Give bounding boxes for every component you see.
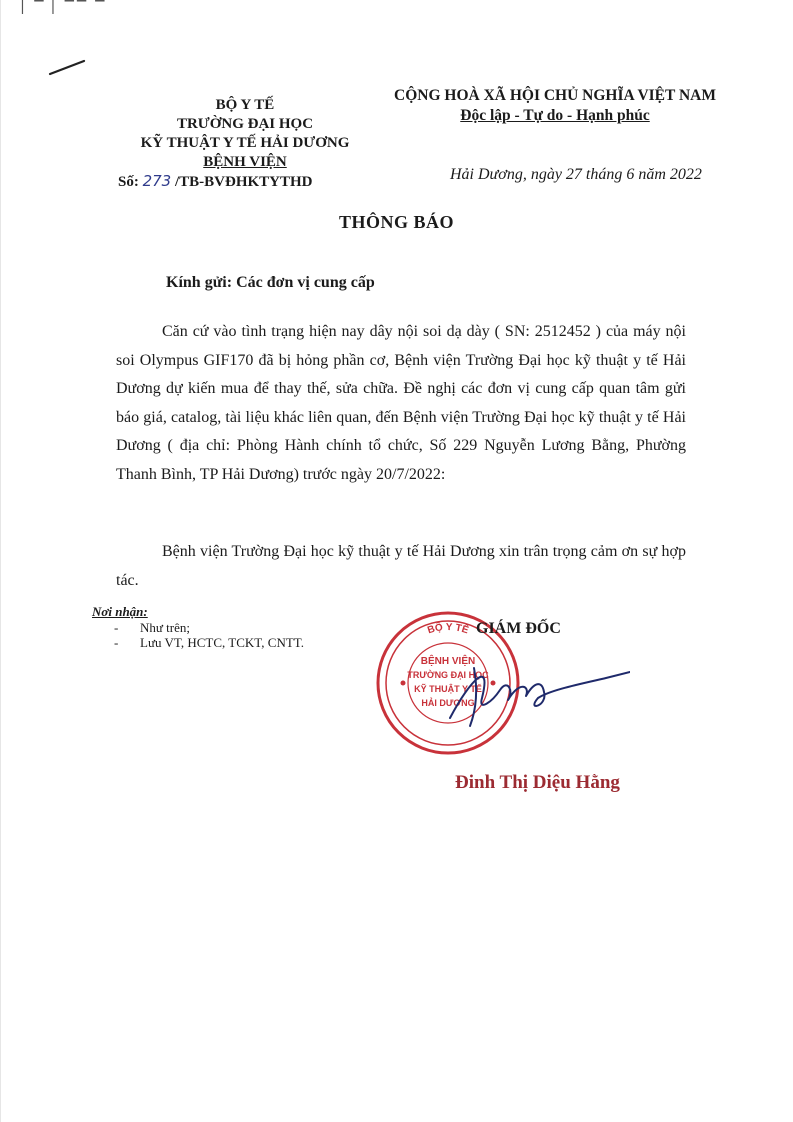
pen-mark — [48, 58, 88, 78]
recipient-line: Kính gửi: Các đơn vị cung cấp — [166, 274, 375, 291]
school-name-line2: KỸ THUẬT Y TẾ HẢI DƯƠNG — [140, 135, 350, 151]
document-number — [118, 172, 313, 192]
scan-corner-mark: ▏▔ ▏▔▔ ▔ — [22, 0, 108, 14]
document-title: THÔNG BÁO — [338, 212, 454, 232]
recipients-list-block — [92, 604, 304, 650]
document-number-suffix: /TB-BVĐHKTYTHD — [171, 174, 313, 190]
body-paragraph-1: Căn cứ vào tình trạng hiện nay dây nội soi dạ dày ( SN: 2512452 ) của máy nội soi Olympus GIF170 đã bị hỏng phần cơ, Bệnh viện Trường Đại học kỹ thuật y tế Hải Dương dự kiến mua để thay thế, sửa chữa. Đề nghị các đơn vị cung cấp quan tâm gửi báo giá, catalog, tài liệu khác liên quan, đến Bệnh viện Trường Đại học kỹ thuật y tế Hải Dương ( địa chỉ: Phòng Hành chính tổ chức, Số 229 Nguyễn Lương Bằng, Phường Thanh Bình, TP Hải Dương) trước ngày 20/7/2022: — [116, 323, 686, 483]
date-line: Hải Dương, ngày 27 tháng 6 năm 2022 — [450, 166, 702, 183]
body-paragraph-2: Bệnh viện Trường Đại học kỹ thuật y tế Hải Dương xin trân trọng cảm ơn sự hợp tác. — [116, 543, 686, 589]
stamp-arc-text: BỘ Y TẾ — [426, 621, 470, 637]
stamp-line-2: TRƯỜNG ĐẠI HỌC — [407, 670, 489, 680]
signer-name: Đinh Thị Diệu Hằng — [455, 772, 620, 793]
school-name-line1: TRƯỜNG ĐẠI HỌC — [176, 116, 314, 132]
country-name: CỘNG HOÀ XÃ HỘI CHỦ NGHĨA VIỆT NAM — [394, 87, 716, 104]
stamp-line-4: HẢI DƯƠNG — [421, 698, 475, 708]
header-left — [110, 96, 380, 190]
signer-position: GIÁM ĐỐC — [476, 620, 561, 637]
stamp-line-3: KỸ THUẬT Y TẾ — [414, 684, 482, 694]
stamp-line-1: BỆNH VIỆN — [420, 656, 476, 667]
hospital-name: BỆNH VIỆN — [203, 154, 287, 170]
ministry-name: BỘ Y TẾ — [215, 97, 275, 113]
recipients-list-item: - Lưu VT, HCTC, TCKT, CNTT. — [92, 635, 304, 650]
recipients-list-item: - Như trên; — [92, 620, 304, 635]
header-right — [380, 86, 730, 126]
handwritten-signature — [430, 640, 630, 730]
recipients-list — [92, 620, 304, 650]
document-number-prefix: Số: — [118, 174, 143, 190]
national-motto: Độc lập - Tự do - Hạnh phúc — [460, 107, 650, 124]
recipients-list-title: Nơi nhận: — [92, 604, 148, 619]
document-number-handwritten: 273 — [142, 172, 172, 190]
